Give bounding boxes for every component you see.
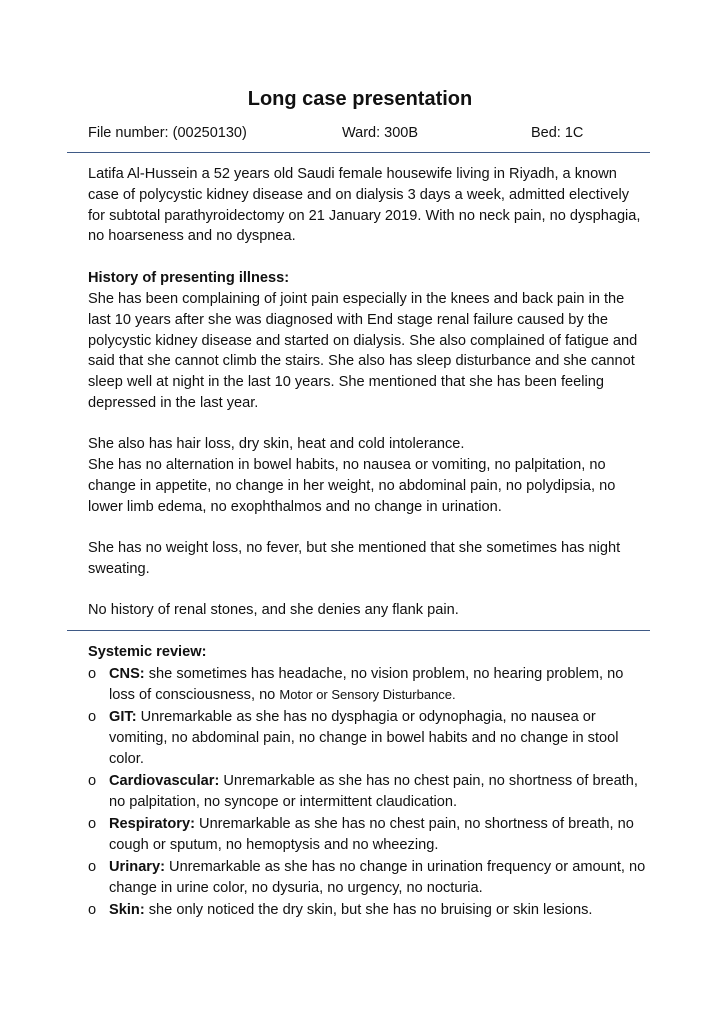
review-text: she sometimes has headache, no vision problem, no hearing problem, no loss of consciousness, no xyxy=(109,666,624,703)
review-label: Cardiovascular: xyxy=(109,772,220,789)
review-label: Skin: xyxy=(109,901,145,918)
review-item-git xyxy=(88,707,648,769)
hpi-paragraph-1: She has been complaining of joint pain especially in the knees and back pain in the last 10 years after she was diagnosed with End stage renal failure caused by the polycystic kidney disease and started on dialysis. She also complained of fatigue and said that she cannot climb the stairs. She also has sleep disturbance and she cannot sleep well at night in the last 10 years. She mentioned that she has been feeling depressed in the last year. xyxy=(88,291,638,411)
bullet-icon: o xyxy=(88,666,97,682)
review-label: CNS: xyxy=(109,666,145,682)
header-divider xyxy=(67,152,650,153)
review-item-urinary xyxy=(88,857,648,899)
bed: Bed: 1C xyxy=(531,125,584,141)
bullet-icon: o xyxy=(88,772,97,789)
file-number: File number: (00250130) xyxy=(88,125,247,141)
hpi-heading: History of presenting illness: xyxy=(88,270,290,286)
ward: Ward: 300B xyxy=(342,125,419,141)
review-label: GIT: xyxy=(109,708,137,725)
review-text: Unremarkable as she has no change in urination frequency or amount, no change in urine color, no dysuria, no urgency, no nocturia. xyxy=(109,858,646,896)
bullet-icon: o xyxy=(88,858,97,875)
section-divider xyxy=(67,630,650,631)
systemic-review-list xyxy=(88,664,648,922)
review-text: Unremarkable as she has no dysphagia or odynophagia, no nausea or vomiting, no abdominal pain, no change in bowel habits and no change in stool color. xyxy=(109,708,619,767)
hpi-paragraph-5: No history of renal stones, and she denies any flank pain. xyxy=(88,602,459,618)
review-text: Unremarkable as she has no chest pain, no shortness of breath, no cough or sputum, no hemoptysis and no wheezing. xyxy=(109,815,634,853)
review-item-cardiovascular xyxy=(88,771,648,813)
review-text: she only noticed the dry skin, but she has no bruising or skin lesions. xyxy=(144,901,593,918)
hpi-paragraph-2: She also has hair loss, dry skin, heat and cold intolerance. xyxy=(88,436,465,452)
bullet-icon: o xyxy=(88,901,97,918)
bullet-icon: o xyxy=(88,708,97,725)
review-label: Urinary: xyxy=(109,858,165,875)
review-item-skin xyxy=(88,900,648,921)
page-title: Long case presentation xyxy=(247,88,473,110)
review-item-cns xyxy=(88,664,648,706)
hpi-paragraph-4: She has no weight loss, no fever, but she mentioned that she sometimes has night sweating. xyxy=(88,540,621,577)
review-text-small: Motor or Sensory Disturbance. xyxy=(279,686,456,702)
hpi-paragraph-3: She has no alternation in bowel habits, no nausea or vomiting, no palpitation, no change in appetite, no change in her weight, no abdominal pain, no polydipsia, no lower limb edema, no exophthalmos and no change in urination. xyxy=(88,457,616,515)
review-item-respiratory xyxy=(88,814,648,856)
systemic-review-heading: Systemic review: xyxy=(88,644,207,660)
bullet-icon: o xyxy=(88,815,97,832)
intro-paragraph: Latifa Al-Hussein a 52 years old Saudi female housewife living in Riyadh, a known case of polycystic kidney disease and on dialysis 3 days a week, admitted electively for subtotal parathyroidectomy on 21 January 2019. With no neck pain, no dysphagia, no hoarseness and no dyspnea. xyxy=(88,166,641,245)
review-text: Unremarkable as she has no chest pain, no shortness of breath, no palpitation, no syncope or intermittent claudication. xyxy=(109,772,638,810)
review-label: Respiratory: xyxy=(109,815,195,832)
